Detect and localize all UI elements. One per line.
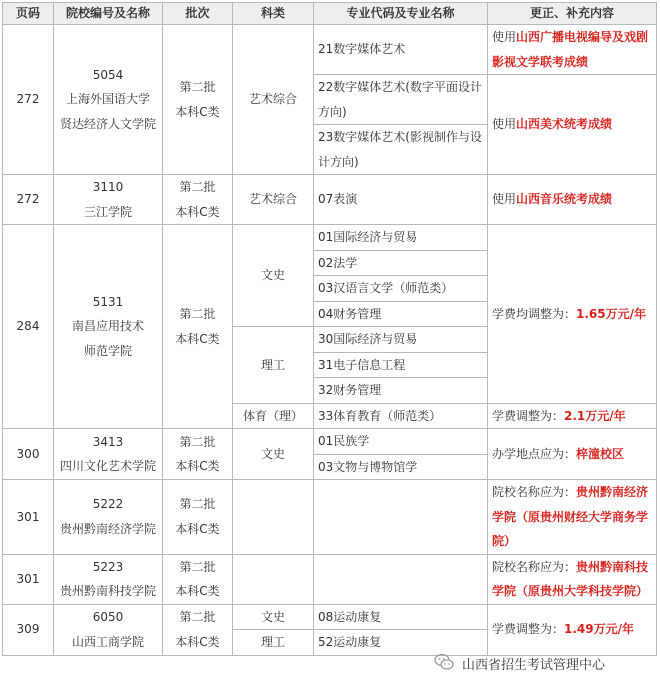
note-highlight: 贵州黔南经济学院（原贵州财经大学商务学院） <box>492 485 649 548</box>
school-code: 5054 <box>92 67 124 82</box>
batch-line: 本科C类 <box>175 634 220 649</box>
note-prefix: 学费调整为： <box>492 408 565 423</box>
school-cell <box>54 175 163 225</box>
school-code: 3413 <box>92 434 124 449</box>
table-row <box>3 554 657 604</box>
note-highlight: 山西美术统考成绩 <box>516 117 613 132</box>
note-highlight: 梓潼校区 <box>576 446 625 461</box>
account-name: 山西省招生考试管理中心 <box>462 658 606 673</box>
major-cell: 52运动康复 <box>314 630 488 656</box>
table-row <box>3 175 657 225</box>
table-row <box>3 480 657 555</box>
correction-cell <box>488 25 657 75</box>
school-name: 四川文化艺术学院 <box>59 459 156 473</box>
correction-cell <box>488 480 657 555</box>
batch-line: 本科C类 <box>175 584 220 598</box>
school-name: 贵州黔南科技学院 <box>59 584 156 598</box>
wechat-icon <box>434 653 454 671</box>
page-cell: 272 <box>3 175 54 225</box>
major-cell: 32财务管理 <box>314 378 488 404</box>
correction-cell <box>488 75 657 175</box>
school-code: 5223 <box>92 559 124 574</box>
category-cell: 理工 <box>233 630 314 656</box>
major-cell-empty <box>314 554 488 604</box>
school-code: 6050 <box>92 610 124 624</box>
category-cell: 文史 <box>233 604 314 630</box>
batch-line: 第二批 <box>179 307 216 321</box>
table-row <box>3 225 657 251</box>
major-cell: 02法学 <box>314 250 488 276</box>
batch-line: 本科C类 <box>175 459 220 473</box>
page-cell: 309 <box>3 604 54 655</box>
note-prefix: 使用 <box>492 117 517 132</box>
note-prefix: 院校名称应为： <box>492 559 577 574</box>
note-highlight: 2.1万元/年 <box>564 408 626 423</box>
major-cell: 08运动康复 <box>314 604 488 630</box>
school-name: 贵州黔南经济学院 <box>59 521 156 536</box>
major-cell: 30国际经济与贸易 <box>314 327 488 353</box>
major-cell: 03汉语言文学（师范类） <box>314 276 488 302</box>
table-header-row <box>3 3 657 25</box>
school-name: 山西工商学院 <box>71 634 144 649</box>
page-cell: 301 <box>3 554 54 604</box>
note-prefix: 学费调整为： <box>492 622 565 637</box>
batch-line: 第二批 <box>179 559 216 574</box>
school-name: 上海外国语大学 <box>65 92 150 107</box>
note-highlight: 山西广播电视编导及戏剧影视文学联考成绩 <box>492 30 649 69</box>
batch-line: 本科C类 <box>175 521 220 536</box>
major-cell: 07表演 <box>314 175 488 225</box>
school-name: 三江学院 <box>83 204 132 219</box>
note-highlight: 1.49万元/年 <box>564 622 635 637</box>
major-cell: 03文物与博物馆学 <box>314 454 488 480</box>
correction-cell <box>488 429 657 480</box>
category-cell: 文史 <box>233 429 314 480</box>
note-prefix: 办学地点应为： <box>492 446 577 461</box>
batch-line: 第二批 <box>179 497 216 512</box>
table-row <box>3 25 657 75</box>
correction-cell <box>488 554 657 604</box>
batch-line: 第二批 <box>179 434 216 449</box>
category-cell-empty <box>233 554 314 604</box>
batch-cell <box>163 480 233 555</box>
note-highlight: 1.65万元/年 <box>576 306 647 321</box>
header-page: 页码 <box>3 3 54 25</box>
batch-line: 本科C类 <box>175 104 220 119</box>
errata-table <box>2 2 657 656</box>
school-cell <box>54 429 163 480</box>
school-code: 5131 <box>92 294 124 309</box>
major-cell: 21数字媒体艺术 <box>314 25 488 75</box>
school-cell <box>54 480 163 555</box>
school-code: 3110 <box>92 180 124 194</box>
header-school: 院校编号及名称 <box>54 3 163 25</box>
page-cell: 272 <box>3 25 54 175</box>
table-row <box>3 429 657 455</box>
major-cell: 31电子信息工程 <box>314 352 488 378</box>
batch-cell <box>163 25 233 175</box>
category-cell-empty <box>233 480 314 555</box>
batch-line: 第二批 <box>179 180 216 194</box>
category-cell: 文史 <box>233 225 314 327</box>
category-cell: 体育（理） <box>233 403 314 429</box>
major-cell: 04财务管理 <box>314 301 488 327</box>
correction-cell <box>488 175 657 225</box>
note-prefix: 院校名称应为： <box>492 485 577 499</box>
school-cell <box>54 25 163 175</box>
table-row <box>3 604 657 630</box>
batch-cell <box>163 554 233 604</box>
batch-cell <box>163 225 233 429</box>
note-highlight: 山西音乐统考成绩 <box>516 192 613 207</box>
school-code: 5222 <box>92 497 124 512</box>
note-highlight: 贵州黔南科技学院（原贵州大学科技学院） <box>492 559 649 598</box>
batch-line: 本科C类 <box>175 331 220 346</box>
major-cell: 33体育教育（师范类） <box>314 403 488 429</box>
correction-cell <box>488 403 657 429</box>
major-cell: 01国际经济与贸易 <box>314 225 488 251</box>
major-cell: 22数字媒体艺术(数字平面设计方向) <box>314 75 488 125</box>
major-cell-empty <box>314 480 488 555</box>
major-cell: 23数字媒体艺术(影视制作与设计方向) <box>314 125 488 175</box>
category-cell: 艺术综合 <box>233 25 314 175</box>
batch-cell <box>163 175 233 225</box>
header-correction: 更正、补充内容 <box>488 3 657 25</box>
page-cell: 300 <box>3 429 54 480</box>
page-cell: 301 <box>3 480 54 555</box>
school-name: 南昌应用技术 <box>71 319 144 334</box>
header-batch: 批次 <box>163 3 233 25</box>
batch-cell <box>163 429 233 480</box>
header-category: 科类 <box>233 3 314 25</box>
note-prefix: 学费均调整为： <box>492 306 577 321</box>
category-cell: 艺术综合 <box>233 175 314 225</box>
major-cell: 01民族学 <box>314 429 488 455</box>
page-cell: 284 <box>3 225 54 429</box>
batch-line: 本科C类 <box>175 204 220 219</box>
school-name: 师范学院 <box>83 343 132 358</box>
batch-line: 第二批 <box>179 80 216 94</box>
note-prefix: 使用 <box>492 192 517 207</box>
correction-cell <box>488 225 657 404</box>
category-cell: 理工 <box>233 327 314 404</box>
school-cell <box>54 225 163 429</box>
batch-line: 第二批 <box>179 610 216 624</box>
note-prefix: 使用 <box>492 30 517 44</box>
header-major: 专业代码及专业名称 <box>314 3 488 25</box>
school-cell <box>54 554 163 604</box>
school-name: 贤达经济人文学院 <box>59 116 156 131</box>
